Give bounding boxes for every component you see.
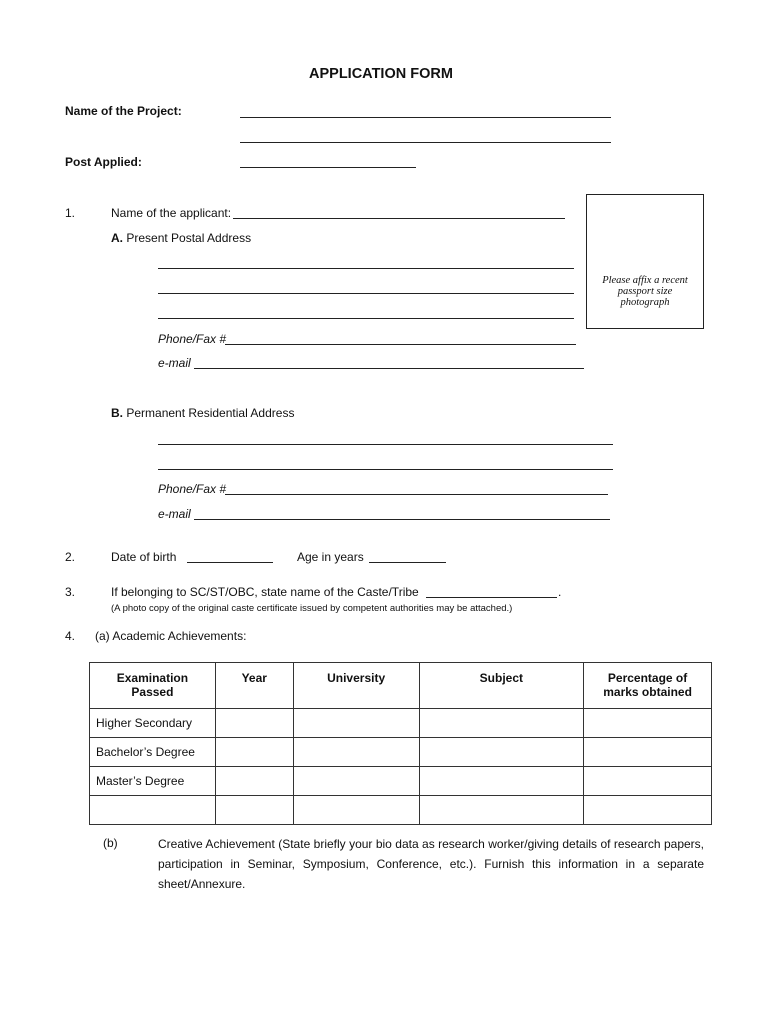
present-email-line[interactable] [194, 368, 584, 369]
caste-line[interactable] [426, 597, 557, 598]
post-input-line[interactable] [240, 167, 416, 168]
header-university: University [293, 663, 419, 709]
exam-cell[interactable] [90, 796, 216, 825]
caste-note: (A photo copy of the original caste certificate issued by competent authorities may be attached.) [111, 603, 513, 614]
permanent-phone-line[interactable] [225, 494, 608, 495]
year-cell[interactable] [215, 796, 293, 825]
dob-line[interactable] [187, 562, 273, 563]
caste-period: . [558, 585, 562, 599]
project-input-line-1[interactable] [240, 117, 611, 118]
item-number-2: 2. [65, 550, 76, 564]
present-address-line-1[interactable] [158, 268, 574, 269]
year-cell[interactable] [215, 767, 293, 796]
item-number-1: 1. [65, 206, 76, 220]
permanent-address-line-2[interactable] [158, 469, 613, 470]
table-row [90, 738, 712, 767]
table-row [90, 767, 712, 796]
permanent-phone-label: Phone/Fax # [158, 482, 227, 496]
year-cell[interactable] [215, 709, 293, 738]
subject-cell[interactable] [419, 796, 584, 825]
caste-label: If belonging to SC/ST/OBC, state name of the Caste/Tribe [111, 585, 419, 599]
present-address-label: Present Postal Address [126, 231, 252, 245]
exam-cell: Master’s Degree [90, 767, 216, 796]
permanent-address-line-1[interactable] [158, 444, 613, 445]
item-number-4: 4. [65, 629, 76, 643]
year-cell[interactable] [215, 738, 293, 767]
exam-cell: Higher Secondary [90, 709, 216, 738]
header-year: Year [215, 663, 293, 709]
subject-cell[interactable] [419, 738, 584, 767]
present-letter: A. [111, 231, 123, 245]
creative-achievement-text: Creative Achievement (State briefly your bio data as research worker/giving details of research papers, participation in Seminar, Symposium, Conference, etc.). Furnish this information in a separate sheet/Annexure. [158, 837, 704, 891]
age-line[interactable] [369, 562, 446, 563]
age-label: Age in years [297, 550, 364, 564]
header-subject: Subject [419, 663, 584, 709]
subject-cell[interactable] [419, 709, 584, 738]
university-cell[interactable] [293, 767, 419, 796]
academic-table [89, 662, 712, 825]
permanent-address-heading [111, 406, 294, 420]
project-input-line-2[interactable] [240, 142, 611, 143]
applicant-name-line[interactable] [233, 218, 565, 219]
header-examination: Examination Passed [90, 663, 216, 709]
present-email-label: e-mail [158, 356, 191, 370]
permanent-email-line[interactable] [194, 519, 610, 520]
item-b-label: (b) [103, 836, 118, 850]
permanent-email-label: e-mail [158, 507, 191, 521]
present-address-line-2[interactable] [158, 293, 574, 294]
dob-label: Date of birth [111, 550, 177, 564]
table-row [90, 796, 712, 825]
applicant-name-label: Name of the applicant: [111, 206, 232, 220]
present-address-heading [111, 231, 251, 245]
photo-box[interactable] [586, 194, 704, 329]
present-address-line-3[interactable] [158, 318, 574, 319]
percentage-cell[interactable] [584, 738, 712, 767]
table-header-row [90, 663, 712, 709]
academic-label: (a) Academic Achievements: [95, 629, 247, 643]
form-title: APPLICATION FORM [309, 66, 453, 82]
permanent-letter: B. [111, 406, 123, 420]
subject-cell[interactable] [419, 767, 584, 796]
university-cell[interactable] [293, 738, 419, 767]
exam-cell: Bachelor’s Degree [90, 738, 216, 767]
permanent-address-label: Permanent Residential Address [126, 406, 295, 420]
university-cell[interactable] [293, 709, 419, 738]
present-phone-line[interactable] [225, 344, 576, 345]
table-row [90, 709, 712, 738]
project-label: Name of the Project: [65, 104, 182, 118]
percentage-cell[interactable] [584, 796, 712, 825]
post-label: Post Applied: [65, 155, 142, 169]
header-percentage: Percentage of marks obtained [584, 663, 712, 709]
percentage-cell[interactable] [584, 767, 712, 796]
percentage-cell[interactable] [584, 709, 712, 738]
university-cell[interactable] [293, 796, 419, 825]
photo-instruction: Please affix a recent passport size photograph [602, 275, 688, 308]
present-phone-label: Phone/Fax # [158, 332, 227, 346]
item-number-3: 3. [65, 585, 76, 599]
